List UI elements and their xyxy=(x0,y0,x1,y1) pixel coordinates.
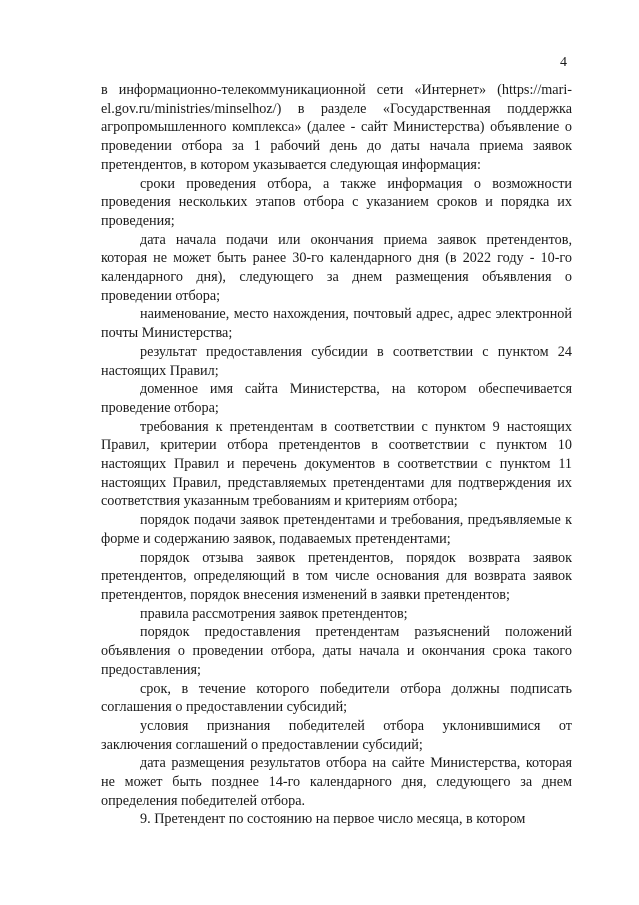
paragraph-review-rules: правила рассмотрения заявок претендентов; xyxy=(140,605,408,622)
paragraph-results-date: дата размещения результатов отбора на сайте Министерства, которая не может быть позднее 14-го календарного дня, следующего за днем определения победителей отбора. xyxy=(101,755,572,809)
document-body xyxy=(101,81,572,829)
paragraph-requirements: требования к претендентам в соответствии с пунктом 9 настоящих Правил, критерии отбора претендентов в соответствии с пунктом 10 настоящих Правил и перечень документов в соответствии с пунктом 11 настоящих Правил, представляемых претендентами для подтверждения их соответствия указанным требованиям и критериям отбора; xyxy=(101,418,572,510)
paragraph-withdrawal-procedure: порядок отзыва заявок претендентов, порядок возврата заявок претендентов, определяющий в том числе основания для возврата заявок претендентов, порядок внесения изменений в заявки претендентов; xyxy=(101,549,572,603)
page-number: 4 xyxy=(560,55,567,70)
paragraph-ministry-address: наименование, место нахождения, почтовый адрес, адрес электронной почты Министерства; xyxy=(101,306,572,342)
paragraph-domain-name: доменное имя сайта Министерства, на котором обеспечивается проведение отбора; xyxy=(101,381,572,416)
paragraph-application-procedure: порядок подачи заявок претендентами и требования, предъявляемые к форме и содержанию заявок, подаваемых претендентами; xyxy=(101,512,572,547)
paragraph-section-9: 9. Претендент по состоянию на первое число месяца, в котором xyxy=(140,811,526,828)
paragraph-signing-deadline: срок, в течение которого победители отбора должны подписать соглашения о предоставлении субсидий; xyxy=(101,680,572,716)
paragraph-subsidy-result: результат предоставления субсидии в соответствии с пунктом 24 настоящих Правил; xyxy=(101,343,572,379)
paragraph-application-start-date: дата начала подачи или окончания приема заявок претендентов, которая не может быть ранее 30-го календарного дня (в 2022 году - 10-го календарного дня), следующего за днем размещения объявления о проведении отбора; xyxy=(101,231,572,304)
paragraph-selection-dates: сроки проведения отбора, а также информация о возможности проведения нескольких этапов отбора с указанием сроков и порядка их проведения; xyxy=(101,175,572,229)
paragraph-clarifications: порядок предоставления претендентам разъяснений положений объявления о проведении отбора, даты начала и окончания срока такого предоставления; xyxy=(101,624,572,678)
paragraph-evasion-conditions: условия признания победителей отбора уклонившимися от заключения соглашений о предоставлении субсидий; xyxy=(101,717,572,753)
paragraph-intro: в информационно-телекоммуникационной сети «Интернет» (https://mari-el.gov.ru/ministries/minselhoz/) в разделе «Государственная поддержка агропромышленного комплекса» (далее - сайт Министерства) объявление о проведении отбора за 1 рабочий день до даты начала приема заявок претендентов, в котором указывается следующая информация: xyxy=(101,82,572,173)
